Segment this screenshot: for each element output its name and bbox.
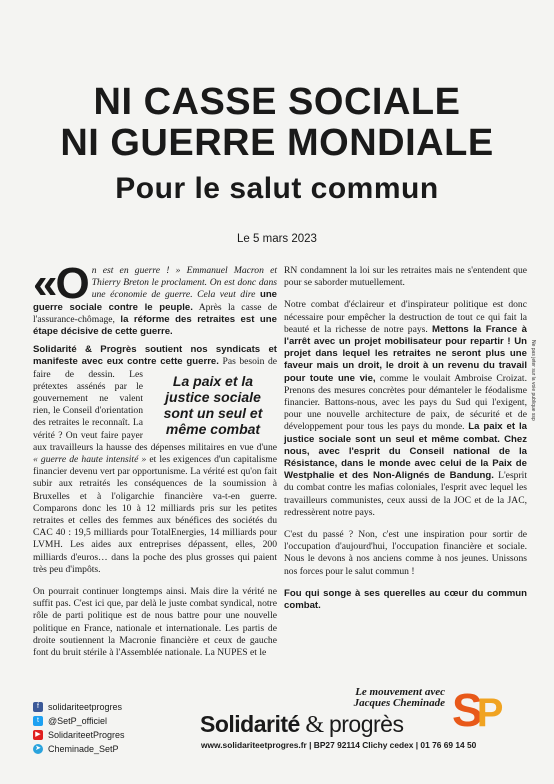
right-paragraph-2 (284, 299, 527, 519)
left-p2-italic: « guerre de haute intensité » (33, 454, 147, 466)
left-p2-text-2: et les exigences d'un capitalisme financier devenu vert par opportunisme. La vérité est qu'on fait subir aux retraités les conséquences de la soumission à Bruxelles et à l'oligarchie financière va-t-en guerre. Comparons donc les 10 à 12 milliards pris sur les petites retraites et celles des femmes aux bénéfices des sociétés du CAC 40 : 19,5 milliards pour TotalEnergies, 14 milliards pour LVMH. Les aides aux entreprises dépassent, elles, 200 milliards d'euros… dans la poche des plus grosses qui paient très peu d'impôts. (33, 454, 278, 575)
logo-name-a: Solidarité (200, 711, 300, 737)
social-facebook[interactable] (33, 700, 125, 714)
left-paragraph-3: On pourrait continuer longtemps ainsi. Mais dire la vérité ne suffit pas. C'est ici que, par delà le juste combat syndical, notre rôle de parti politique est de nous battre pour une nouvelle politique en France, nationale et internationale. Les partis de droite soutiennent la Macronie financière et ceux de gauche font du bruit stérile à l'Assemblée nationale. La NUPES et le (33, 586, 277, 659)
twitter-handle: @SetP_officiel (48, 716, 108, 726)
facebook-handle: solidariteetprogres (48, 702, 123, 712)
drop-quote: «O (33, 259, 88, 308)
right-paragraph-3: C'est du passé ? Non, c'est une inspiration pour sortir de l'occupation d'aujourd'hui, l'occupation financière et sociale. Nous le devons à nos anciens comme à nos jeunes. Unissons nos forces pour le salut commun ! (284, 529, 527, 577)
right-p2-bold-2: La paix et la justice sociale sont un seul et même combat. Chez nous, avec l'esprit du Conseil national de la Résistance, dans le monde avec celui de la Paix de Westphalie et des Non-Alignés de Bandung. (284, 421, 527, 482)
headline-line-1: NI CASSE SOCIALE (93, 81, 461, 123)
left-p1-bold-1: une guerre sociale contre le peuple. (33, 289, 278, 313)
right-p2-text-2: comme le voulait Ambroise Croizat. Prenons des mesures concrètes pour démanteler le féodalisme financier. Battons-nous, avec les pays du Sud qui l'exigent, pour une nouvelle architecture de paix, de sécurité et de développement pour tous les pays du monde. (284, 372, 527, 433)
subheadline: Pour le salut commun (115, 172, 439, 205)
youtube-handle: SolidariteetProgres (48, 730, 125, 740)
left-p1-text: n est en guerre ! » Emmanuel Macron et Thierry Breton le proclament. On est donc dans une économie de guerre. Cela veut dire (91, 265, 277, 301)
youtube-icon: ▶ (33, 730, 43, 740)
logo-ampersand: & (299, 712, 329, 738)
right-column (284, 265, 527, 618)
left-p2-bold: Solidarité & Progrès soutient nos syndicats et manifeste avec eux contre cette guerre. (33, 344, 277, 368)
left-paragraph-2 (33, 344, 277, 576)
right-paragraph-4: Fou qui songe à ses querelles au cœur du commun combat. (284, 587, 527, 612)
twitter-icon: t (33, 716, 43, 726)
right-p2-text-3: L'esprit du combat contre les mafias coloniales, l'esprit avec lequel les travailleurs communistes, ceux aussi de la JOC et de la JAC, redressèrent notre pays. (284, 470, 527, 518)
pull-quote: La paix et la justice sociale sont un seul et même combat (163, 372, 263, 437)
side-note: Ne pas jeter sur la voie publique ssp (530, 340, 536, 421)
logo-mark-p: P (476, 691, 504, 735)
contact-line[interactable]: www.solidariteetprogres.fr | BP27 92114 Clichy cedex | 01 76 69 14 50 (201, 740, 477, 750)
logo-name-b: progrès (328, 711, 404, 737)
right-p2-text: Notre combat d'éclaireur et d'inspirateur politique est donc nécessaire pour empêcher la destruction de tout ce qui fait la beauté et la richesse de notre pays. (284, 299, 527, 335)
left-p1-bold-2: la réforme des retraites est une étape décisive de cette guerre. (33, 313, 277, 338)
left-p1-text-2: Après la casse de l'assurance-chômage, (33, 301, 277, 325)
left-paragraph-1 (33, 259, 278, 338)
logo-wordmark (200, 711, 403, 739)
headline-line-2: NI GUERRE MONDIALE (60, 122, 494, 164)
facebook-icon: f (33, 702, 43, 712)
telegram-handle: Cheminade_SetP (48, 744, 119, 754)
right-paragraph-1: RN condamnent la loi sur les retraites mais ne s'entendent que pour se saborder mutuellement. (284, 265, 527, 289)
left-p2-text: Pas besoin de faire de dessin. Les prétextes assénés par le gouvernement ne valent rien, le Conseil d'orientation des retraites le reconnaît. La vérité ? On veut faire payer aux travailleurs la hausse des dépenses militaires en vue d'une (33, 356, 277, 453)
social-telegram[interactable] (33, 742, 125, 756)
logo-tagline-2: Jacques Cheminade (353, 697, 445, 709)
right-p2-bold-1: Mettons la France à l'arrêt avec un projet mobilisateur pour repartir ! Un projet dans lequel les retraites ne seront plus une faveur mais un droit, le droit à un revenu du travail pour toute une vie, (284, 323, 527, 384)
left-column (33, 259, 278, 665)
sp-logo-mark (452, 684, 504, 736)
social-youtube[interactable] (33, 728, 125, 742)
logo-tagline-1: Le mouvement avec (355, 686, 445, 698)
social-twitter[interactable] (33, 714, 125, 728)
telegram-icon: ➤ (33, 744, 43, 754)
logo-tagline (340, 687, 445, 709)
date: Le 5 mars 2023 (237, 233, 317, 245)
social-links (33, 700, 125, 756)
logo-mark-s: S (452, 684, 483, 736)
